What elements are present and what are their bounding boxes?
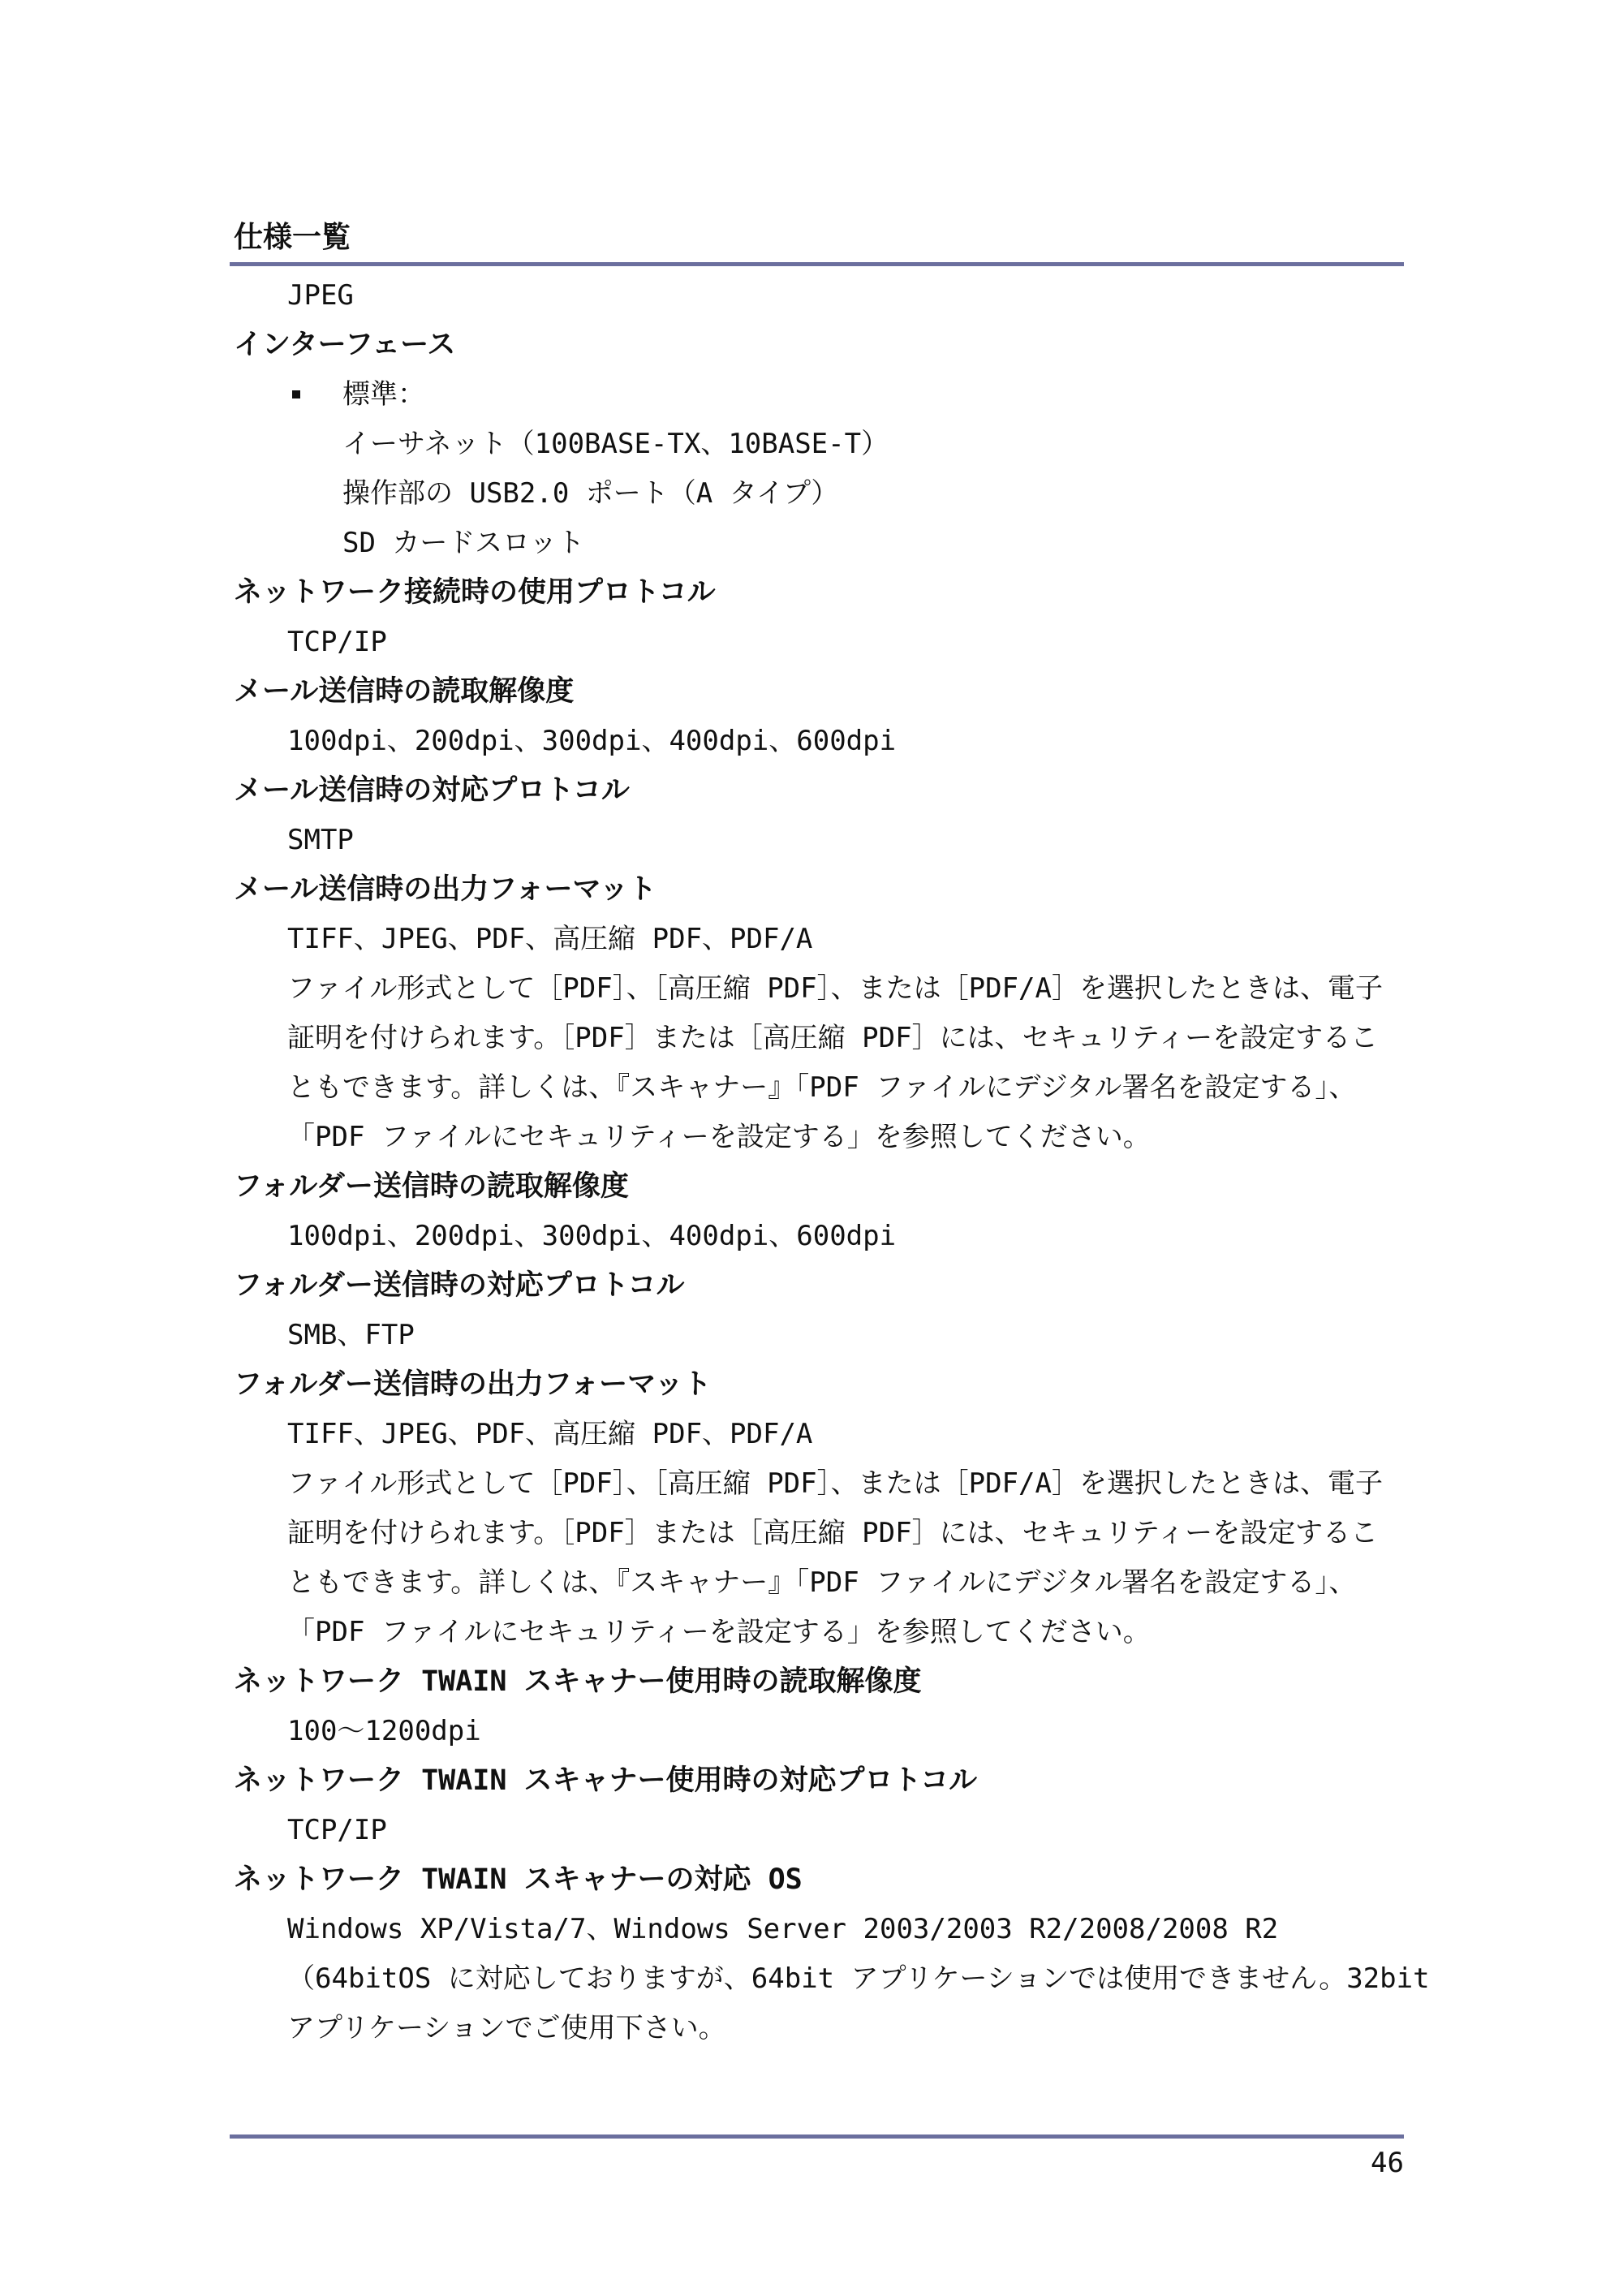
line-text: ネットワーク接続時の使用プロトコル — [234, 576, 716, 609]
spec-list — [234, 271, 1430, 2053]
spec-heading — [234, 1855, 1404, 1905]
line-text: ファイル形式として［PDF］、［高圧縮 PDF］、または［PDF/A］を選択したときは、電子 — [287, 972, 1383, 1005]
spec-text-line — [234, 1410, 1404, 1459]
spec-heading — [234, 1162, 1404, 1212]
spec-heading — [234, 1360, 1404, 1410]
spec-text-line — [234, 1459, 1404, 1509]
spec-text-line — [234, 964, 1404, 1014]
spec-text-line — [234, 1212, 1404, 1261]
spec-text-line — [234, 1707, 1404, 1756]
line-text: ネットワーク TWAIN スキャナー使用時の読取解像度 — [234, 1665, 922, 1698]
page-number: 46 — [1371, 2147, 1404, 2179]
line-text: TIFF、JPEG、PDF、高圧縮 PDF、PDF/A — [287, 923, 813, 955]
spec-text-line — [234, 618, 1404, 667]
line-text: TIFF、JPEG、PDF、高圧縮 PDF、PDF/A — [287, 1418, 813, 1450]
spec-text-line — [234, 1014, 1404, 1063]
line-text: メール送信時の対応プロトコル — [234, 774, 630, 807]
spec-heading — [234, 766, 1404, 816]
spec-text-line — [234, 816, 1404, 865]
line-text: SD カードスロット — [342, 527, 585, 559]
header-rule — [230, 262, 1404, 266]
line-text: インターフェース — [234, 329, 456, 361]
spec-text-line — [234, 1608, 1404, 1657]
line-text: ともできます。詳しくは、『スキャナー』「PDF ファイルにデジタル署名を設定する」、 — [287, 1566, 1357, 1599]
line-text: JPEG — [287, 279, 354, 312]
spec-bullet-item — [234, 370, 1404, 420]
spec-heading — [234, 667, 1404, 717]
line-text: TCP/IP — [287, 1814, 387, 1846]
line-text: 100dpi、200dpi、300dpi、400dpi、600dpi — [287, 1220, 897, 1252]
line-text: 100～1200dpi — [287, 1715, 481, 1747]
footer-rule — [230, 2134, 1404, 2139]
line-text: Windows XP/Vista/7、Windows Server 2003/2003 R2/2008/2008 R2 — [287, 1913, 1279, 1945]
line-text: 「PDF ファイルにセキュリティーを設定する」を参照してください。 — [287, 1616, 1151, 1648]
spec-text-line — [234, 1063, 1404, 1113]
line-text: フォルダー送信時の出力フォーマット — [234, 1368, 712, 1401]
line-text: フォルダー送信時の対応プロトコル — [234, 1269, 685, 1302]
line-text: SMB、FTP — [287, 1319, 415, 1351]
line-text: フォルダー送信時の読取解像度 — [234, 1170, 629, 1203]
line-text: 標準： — [342, 378, 425, 411]
line-text: 100dpi、200dpi、300dpi、400dpi、600dpi — [287, 725, 897, 757]
spec-text-line — [234, 915, 1404, 964]
line-text: メール送信時の出力フォーマット — [234, 873, 657, 906]
line-text: TCP/IP — [287, 626, 387, 658]
line-text: 操作部の USB2.0 ポート（A タイプ） — [342, 477, 839, 510]
line-text: ネットワーク TWAIN スキャナーの対応 OS — [234, 1863, 803, 1896]
spec-text-line — [234, 519, 1404, 568]
line-text: 「PDF ファイルにセキュリティーを設定する」を参照してください。 — [287, 1121, 1151, 1153]
page-header-title: 仕様一覧 — [234, 221, 351, 254]
spec-text-line — [234, 1558, 1404, 1608]
square-bullet-icon — [292, 390, 300, 398]
spec-text-line — [234, 1806, 1404, 1855]
spec-text-line — [234, 271, 1404, 321]
spec-heading — [234, 321, 1404, 370]
spec-text-line — [234, 469, 1404, 519]
spec-heading — [234, 568, 1404, 618]
line-text: ファイル形式として［PDF］、［高圧縮 PDF］、または［PDF/A］を選択したときは、電子 — [287, 1467, 1383, 1500]
line-text: ともできます。詳しくは、『スキャナー』「PDF ファイルにデジタル署名を設定する」、 — [287, 1071, 1357, 1104]
spec-text-line — [234, 717, 1404, 766]
line-text: アプリケーションでご使用下さい。 — [287, 2012, 726, 2044]
spec-text-line — [234, 2004, 1404, 2053]
spec-heading — [234, 1657, 1404, 1707]
line-text: メール送信時の読取解像度 — [234, 675, 575, 708]
line-text: 証明を付けられます。［PDF］または［高圧縮 PDF］には、セキュリティーを設定するこ — [287, 1517, 1379, 1549]
spec-text-line — [234, 1311, 1404, 1360]
spec-heading — [234, 1261, 1404, 1311]
line-text: 証明を付けられます。［PDF］または［高圧縮 PDF］には、セキュリティーを設定するこ — [287, 1022, 1379, 1054]
spec-text-line — [234, 1113, 1404, 1162]
spec-text-line — [234, 420, 1404, 469]
spec-heading — [234, 865, 1404, 915]
line-text: ネットワーク TWAIN スキャナー使用時の対応プロトコル — [234, 1764, 978, 1797]
spec-text-line — [234, 1905, 1404, 1954]
line-text: イーサネット（100BASE-TX、10BASE-T） — [342, 428, 889, 460]
spec-text-line — [234, 1509, 1404, 1558]
line-text: （64bitOS に対応しておりますが、64bit アプリケーションでは使用できません。32bit — [287, 1962, 1430, 1995]
spec-text-line — [234, 1954, 1430, 2004]
spec-heading — [234, 1756, 1404, 1806]
line-text: SMTP — [287, 824, 354, 856]
